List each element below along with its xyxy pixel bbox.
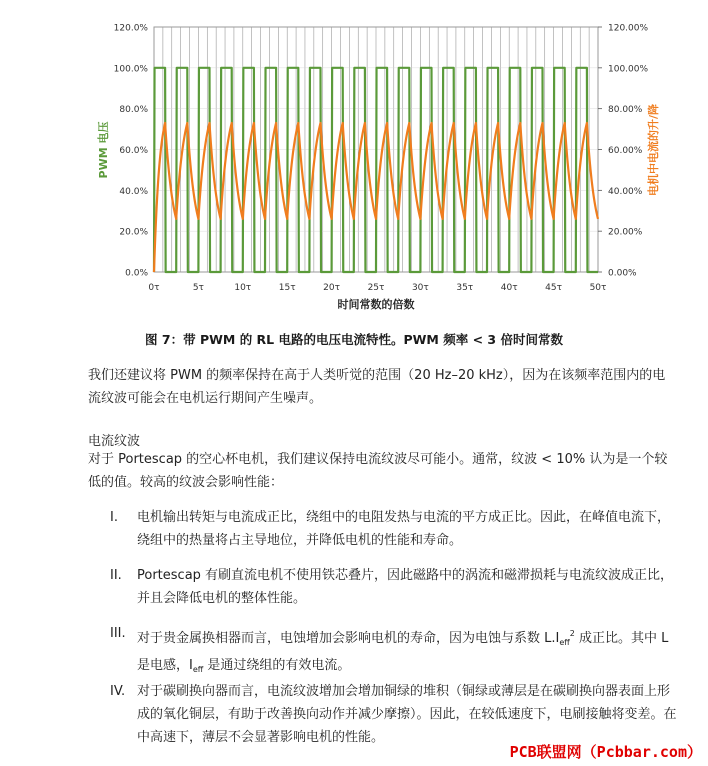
ripple-intro-paragraph: 对于 Portescap 的空心杯电机，我们建议保持电流纹波尽可能小。通常，纹波 < 10% 认为是一个较低的值。较高的纹波会影响性能： [88, 452, 668, 490]
list-item-text-part: 是通过绕组的有效电流。 [203, 658, 351, 673]
y-axis-right-label: 电机中电流的升/降 [647, 103, 660, 197]
figure-caption: 图 7：带 PWM 的 RL 电路的电压电流特性。PWM 频率 < 3 倍时间常数 [145, 332, 563, 347]
y-tick-left: 100.0% [113, 64, 148, 75]
pwm-voltage-series [154, 68, 598, 272]
x-tick-label: 25τ [367, 283, 385, 293]
y-tick-left: 0.0% [125, 268, 148, 279]
list-item-number: I. [110, 510, 118, 525]
x-tick-label: 20τ [323, 283, 341, 293]
x-tick-label: 45τ [545, 283, 563, 293]
list-item-text: Portescap 有刷直流电机不使用铁芯叠片，因此磁路中的涡流和磁滞损耗与电流纹波成正比，并且会降低电机的整体性能。 [137, 568, 674, 606]
y-tick-right: 100.00% [608, 64, 649, 75]
list-item-number: III. [110, 626, 126, 641]
y-tick-left: 80.0% [119, 105, 148, 116]
x-tick-label: 5τ [192, 283, 204, 293]
list-item-text: 电机输出转矩与电流成正比，绕组中的电阻发热与电流的平方成正比。因此，在峰值电流下，绕组中的热量将占主导地位，并降低电机的性能和寿命。 [137, 510, 671, 548]
x-tick-label: 10τ [234, 283, 252, 293]
list-item-number: II. [110, 568, 122, 583]
superscript: 2 [569, 629, 575, 638]
y-tick-right: 120.00% [608, 23, 649, 34]
list-item-text [137, 622, 677, 681]
x-axis-label: 时间常数的倍数 [337, 298, 415, 311]
y-tick-left: 20.0% [119, 227, 148, 238]
list-item-text-part: 成正比。其中 L 是电感，I [137, 631, 669, 673]
list-item-text: 对于碳刷换向器而言，电流纹波增加会增加铜绿的堆积（铜绿或薄层是在碳刷换向器表面上形成的氧化铜层，有助于改善换向动作并减少摩擦）。因此，在较低速度下，电刷接触将变差。在中高速下，薄层不会显著影响电机的性能。 [137, 684, 677, 745]
y-tick-right: 80.00% [608, 105, 643, 116]
x-tick-label: 35τ [456, 283, 474, 293]
x-tick-label: 50τ [589, 283, 607, 293]
y-tick-right: 20.00% [608, 227, 643, 238]
y-tick-left: 40.0% [119, 186, 148, 197]
x-tick-label: 0τ [148, 283, 160, 293]
y-tick-right: 0.00% [608, 268, 637, 279]
y-tick-right: 40.00% [608, 186, 643, 197]
y-tick-left: 120.0% [113, 23, 148, 34]
subscript: eff [192, 665, 204, 674]
x-tick-label: 15τ [278, 283, 296, 293]
x-tick-label: 40τ [500, 283, 518, 293]
pwm-chart [0, 0, 708, 320]
x-tick-label: 30τ [411, 283, 429, 293]
list-item-number: IV. [110, 684, 126, 699]
y-tick-left: 60.0% [119, 146, 148, 156]
watermark: PCB联盟网（Pcbbar.com） [509, 743, 702, 761]
section-heading: 电流纹波 [88, 434, 141, 449]
list-item-text-part: 对于贵金属换相器而言，电蚀增加会影响电机的寿命，因为电蚀与系数 L.I [137, 631, 560, 646]
y-axis-left-label: PWM 电压 [97, 121, 110, 179]
y-tick-right: 60.00% [608, 146, 643, 156]
intro-paragraph: 我们还建议将 PWM 的频率保持在高于人类听觉的范围（20 Hz–20 kHz），因为在该频率范围内的电流纹波可能会在电机运行期间产生噪声。 [88, 368, 666, 406]
subscript: eff [559, 638, 570, 647]
